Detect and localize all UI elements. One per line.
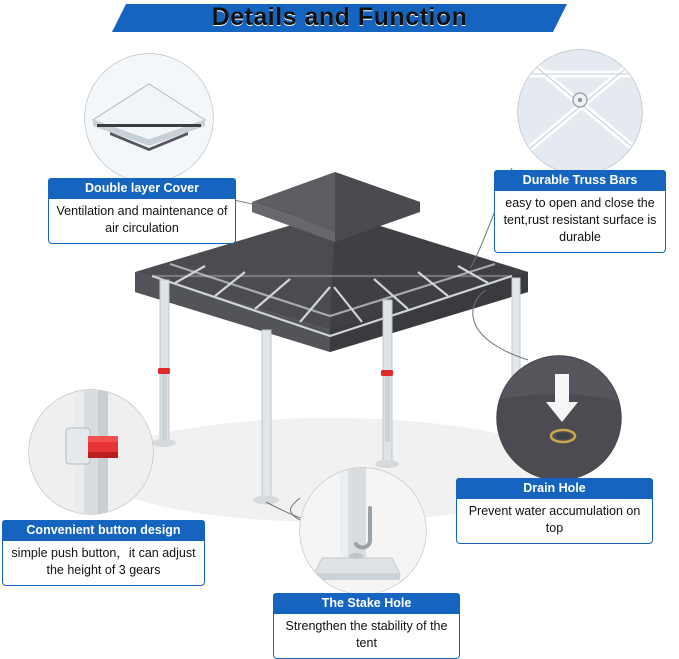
- callout-title: Durable Truss Bars: [494, 170, 666, 191]
- leg-push-button: [158, 368, 170, 374]
- callout-double-layer-cover: [48, 178, 236, 244]
- page-title: Details and Function: [211, 2, 468, 31]
- callout-text: simple push button，it can adjust the height of 3 gears: [2, 541, 205, 586]
- callout-title: Drain Hole: [456, 478, 653, 499]
- callout-title: The Stake Hole: [273, 593, 460, 614]
- callout-text: easy to open and close the tent,rust resistant surface is durable: [494, 191, 666, 253]
- callout-text: Ventilation and maintenance of air circulation: [48, 199, 236, 244]
- detail-circle-truss-bars: [518, 50, 642, 174]
- callout-convenient-button-design: [2, 520, 205, 586]
- detail-circle-push-button: [29, 390, 153, 514]
- leg-push-button: [381, 370, 393, 376]
- callout-title: Double layer Cover: [48, 178, 236, 199]
- callout-text: Strengthen the stability of the tent: [273, 614, 460, 659]
- callout-text: Prevent water accumulation on top: [456, 499, 653, 544]
- detail-circle-double-layer-cover: [85, 54, 213, 182]
- detail-circle-drain-hole: [497, 356, 621, 480]
- detail-circle-stake-hole: [300, 468, 426, 594]
- callout-the-stake-hole: [273, 593, 460, 659]
- callout-title: Convenient button design: [2, 520, 205, 541]
- callout-drain-hole: [456, 478, 653, 544]
- callout-durable-truss-bars: [494, 170, 666, 253]
